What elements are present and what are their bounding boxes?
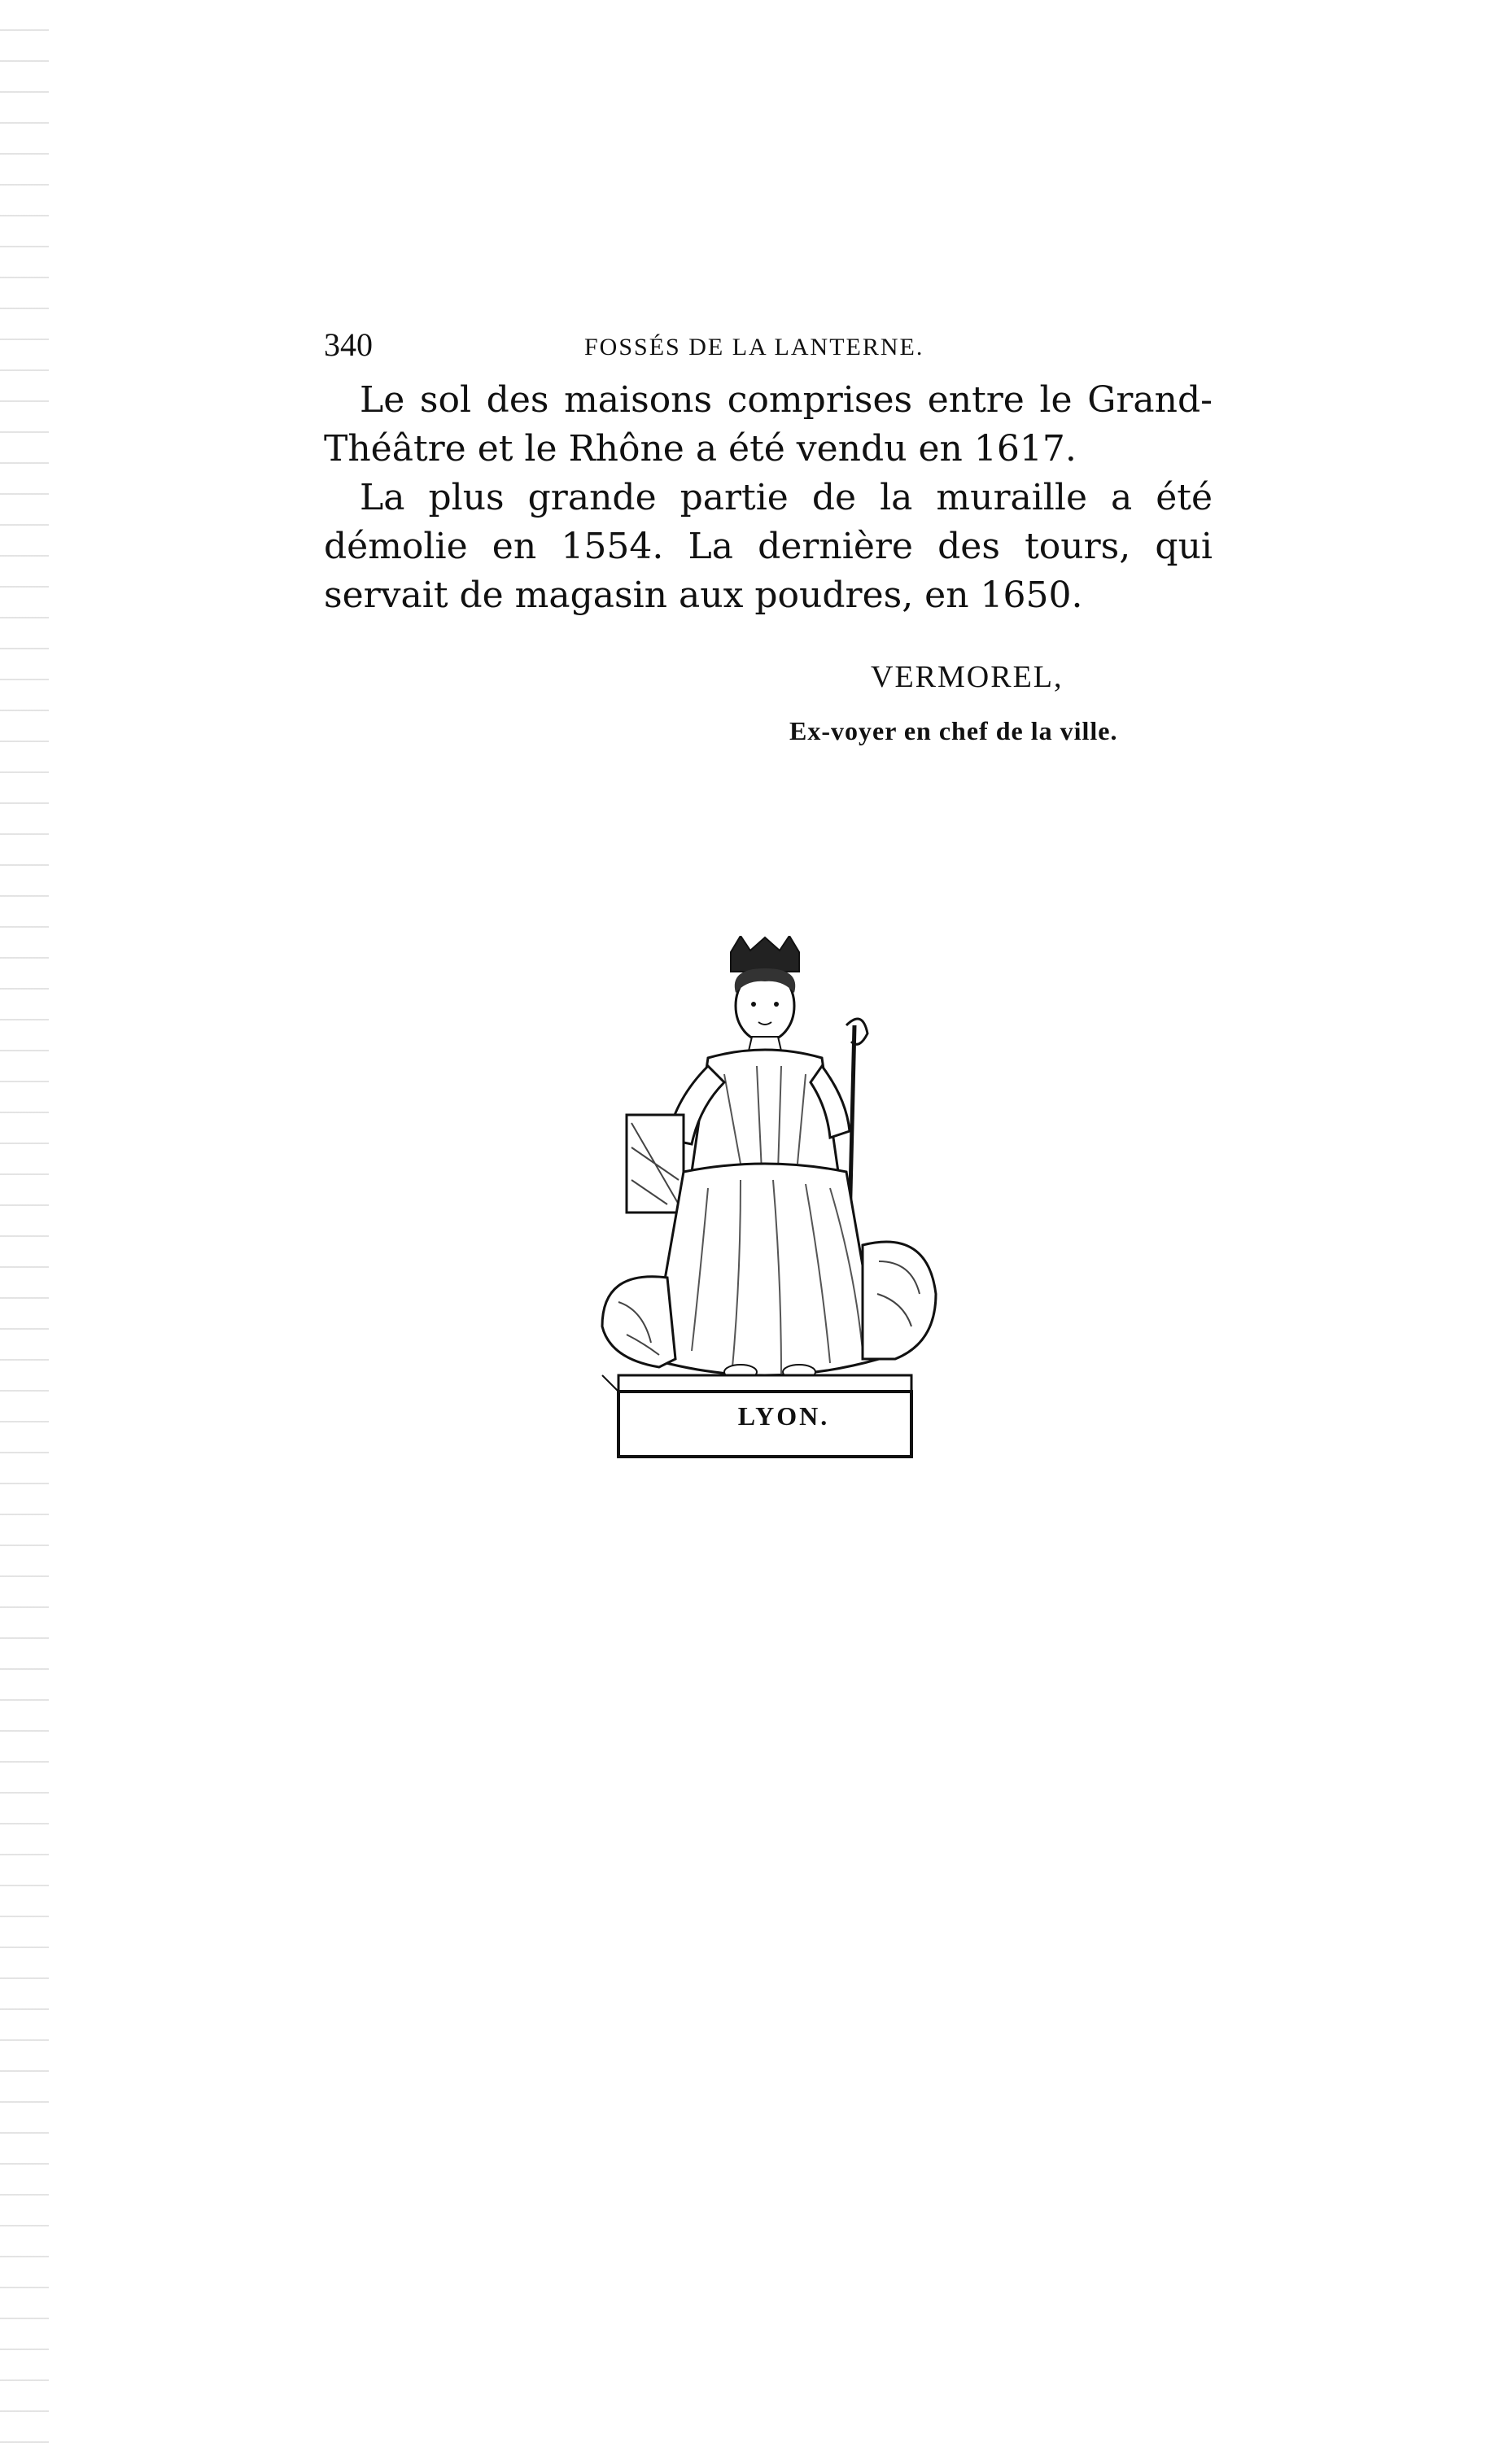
paragraph-2: La plus grande partie de la muraille a été démolie en 1554. La dernière des tours, qui servait de magasin aux poudres, en 1650. xyxy=(324,477,1213,616)
left-margin-scan-artifacts xyxy=(0,0,49,2447)
page-header xyxy=(324,326,1213,371)
paragraph-1: Le sol des maisons comprises entre le Grand-Théâtre et le Rhône a été vendu en 1617. xyxy=(324,379,1213,470)
page-number: 340 xyxy=(324,326,373,363)
running-title: FOSSÉS DE LA LANTERNE. xyxy=(584,334,924,360)
signature-name: VERMOREL, xyxy=(871,660,1064,694)
body-text xyxy=(324,376,1213,620)
vignette-label: LYON. xyxy=(737,1401,830,1431)
lyon-allegory-vignette xyxy=(570,936,960,1465)
signature-title: Ex-voyer en chef de la ville. xyxy=(789,716,1118,745)
